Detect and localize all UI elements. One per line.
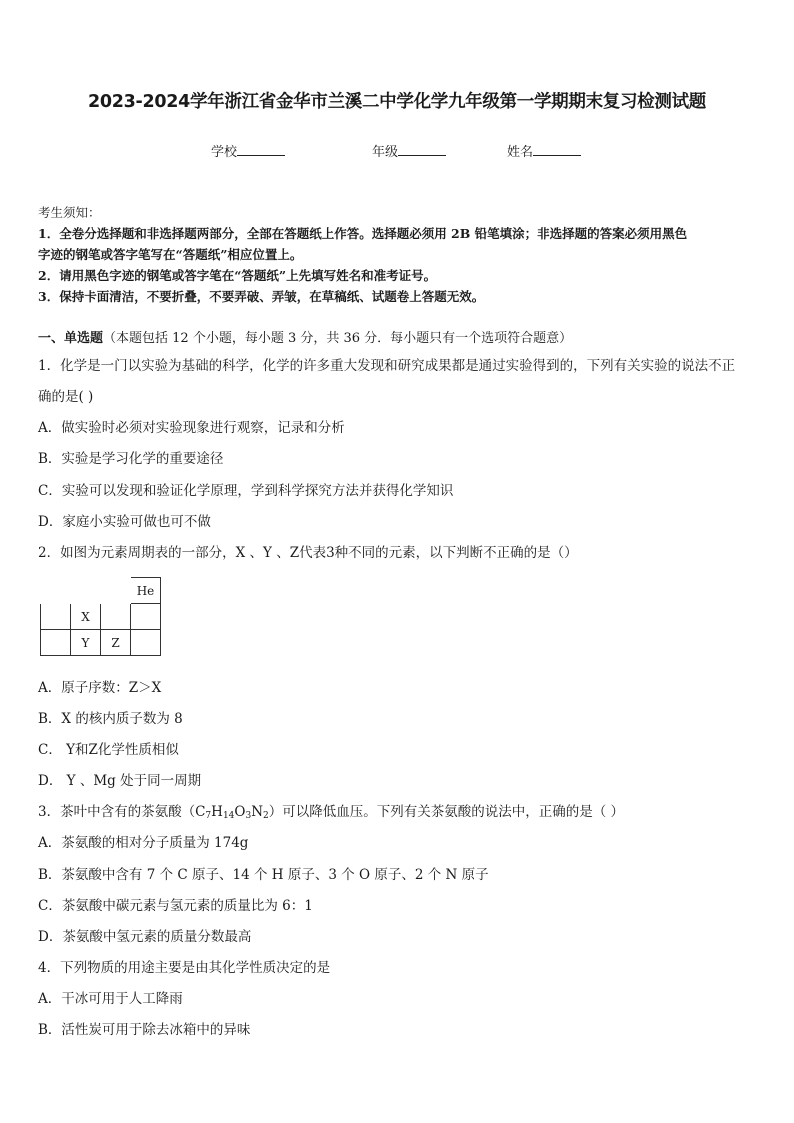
cell-x: X [71, 604, 101, 630]
grade-blank [398, 143, 446, 156]
periodic-table-fragment [40, 577, 161, 656]
school-blank [237, 143, 285, 156]
q1-stem: 1．化学是一门以实验为基础的科学，化学的许多重大发现和研究成果都是通过实验得到的，下列有关实验的说法不正 [38, 358, 736, 374]
notice-item-1-cont: 字迹的钢笔或答字笔写在“答题纸”相应位置上。 [38, 247, 303, 262]
notice-item-2: 2．请用黑色字迹的钢笔或答字笔在“答题纸”上先填写姓名和准考证号。 [38, 268, 437, 283]
q2-stem: 2．如图为元素周期表的一部分，X 、Y 、Z代表3种不同的元素，以下判断不正确的是（） [38, 545, 578, 561]
q3-option-c: C．茶氨酸中碳元素与氢元素的质量比为 6：1 [38, 898, 313, 914]
cell-y: Y [71, 630, 101, 656]
q3-option-a: A．茶氨酸的相对分子质量为 174g [38, 835, 249, 851]
q3-option-b: B．茶氨酸中含有 7 个 C 原子、14 个 H 原子、3 个 O 原子、2 个 N 原子 [38, 867, 489, 883]
q4-option-b: B．活性炭可用于除去冰箱中的异味 [38, 1022, 251, 1038]
q4-option-a: A．干冰可用于人工降雨 [38, 991, 183, 1007]
q2-option-d: D． Y 、Mg 处于同一周期 [38, 773, 202, 789]
q4-stem: 4．下列物质的用途主要是由其化学性质决定的是 [38, 960, 331, 976]
q1-option-b: B．实验是学习化学的重要途径 [38, 451, 224, 467]
q1-option-c: C．实验可以发现和验证化学原理，学到科学探究方法并获得化学知识 [38, 483, 454, 499]
q1-option-a: A．做实验时必须对实验现象进行观察，记录和分析 [38, 420, 345, 436]
cell-z: Z [101, 630, 131, 656]
name-blank [533, 143, 581, 156]
page-title: 2023-2024学年浙江省金华市兰溪二中学化学九年级第一学期期末复习检测试题 [88, 92, 706, 112]
notice-item-3: 3．保持卡面清洁，不要折叠，不要弄破、弄皱，在草稿纸、试题卷上答题无效。 [38, 289, 485, 304]
q3-option-d: D．茶氨酸中氢元素的质量分数最高 [38, 929, 252, 945]
name-field [507, 141, 581, 160]
grade-label: 年级 [372, 145, 399, 160]
notice-heading: 考生须知： [38, 205, 101, 220]
q2-option-b: B．X 的核内质子数为 8 [38, 711, 183, 727]
q1-stem-cont: 确的是( ) [38, 389, 94, 405]
q2-option-c: C． Y和Z化学性质相似 [38, 742, 179, 758]
section-title [38, 327, 572, 346]
cell-he: He [131, 578, 161, 604]
grade-field [372, 141, 446, 160]
section-heading: 一、单选题 [38, 331, 104, 346]
q3-stem: 3．茶叶中含有的茶氨酸$(C_7H_{14}O_3N_2)$可以降低血压。下列有关茶氨酸的说法中，正确的是（ ） [38, 804, 625, 821]
name-label: 姓名 [507, 145, 534, 160]
section-note: （本题包括 12 个小题，每小题 3 分，共 36 分．每小题只有一个选项符合题意） [103, 331, 573, 346]
school-field [211, 141, 285, 160]
q2-option-a: A．原子序数：Z＞X [38, 680, 162, 696]
notice-item-1: 1．全卷分选择题和非选择题两部分，全部在答题纸上作答。选择题必须用 2B 铅笔填涂；非选择题的答案必须用黑色 [38, 226, 688, 241]
q1-option-d: D．家庭小实验可做也可不做 [38, 514, 211, 530]
school-label: 学校 [211, 145, 238, 160]
